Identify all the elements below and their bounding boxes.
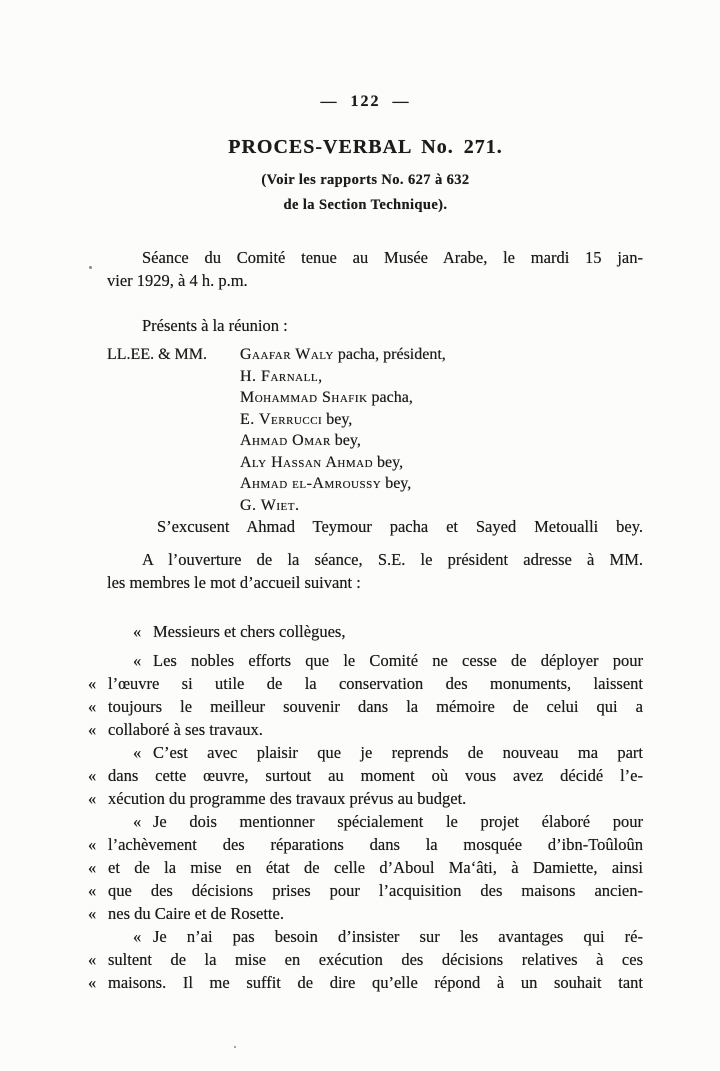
page-number: — 122 — bbox=[320, 93, 411, 110]
attendee-row bbox=[88, 495, 643, 517]
document-subtitle-line2: de la Section Technique). bbox=[283, 197, 448, 213]
speech-line bbox=[88, 879, 643, 902]
speech-line bbox=[88, 925, 643, 948]
attendee-title: bey, bbox=[330, 432, 361, 449]
speech-line bbox=[88, 620, 643, 643]
attendee-name: G. Wiet bbox=[240, 496, 295, 514]
quote-mark: « bbox=[88, 720, 97, 739]
speech-line-text: dans cette œuvre, surtout au moment où vous avez décidé l’e- bbox=[108, 766, 643, 785]
attendee-name: Ahmad Omar bbox=[240, 432, 331, 449]
opening-line2: les membres le mot d’accueil suivant : bbox=[107, 573, 361, 592]
speech-line-text: Je dois mentionner spécialement le projet élaboré pour bbox=[153, 812, 643, 831]
quote-mark: « bbox=[88, 835, 97, 854]
speech-line bbox=[88, 833, 643, 856]
presents-label: Présents à la réunion : bbox=[142, 316, 288, 335]
speech-line-text: Je n’ai pas besoin d’insister sur les avantages qui ré- bbox=[153, 927, 643, 946]
speech-line-text: Messieurs et chers collègues, bbox=[153, 622, 346, 641]
speech-line bbox=[88, 787, 643, 810]
speech-line-text: sultent de la mise en exécution des décisions relatives à ces bbox=[108, 950, 643, 969]
quote-mark: « bbox=[88, 904, 97, 923]
speech-line bbox=[88, 856, 643, 879]
speech-line bbox=[88, 764, 643, 787]
quote-mark: « bbox=[88, 881, 97, 900]
attendee-row bbox=[88, 430, 643, 452]
scan-artifact-dot bbox=[234, 1046, 236, 1048]
speech-line-text: xécution du programme des travaux prévus au budget. bbox=[108, 789, 467, 808]
speech-line-text: C’est avec plaisir que je reprends de nouveau ma part bbox=[153, 743, 643, 762]
attendee-row bbox=[88, 473, 643, 495]
page-content bbox=[88, 0, 643, 994]
speech-line-text: que des décisions prises pour l’acquisition des maisons ancien- bbox=[108, 881, 643, 900]
speech-line-text: Les nobles efforts que le Comité ne cesse de déployer pour bbox=[153, 651, 643, 670]
attendee-list bbox=[88, 344, 643, 516]
speech-line-text: collaboré à ses travaux. bbox=[108, 720, 263, 739]
opening-line1: A l’ouverture de la séance, S.E. le président adresse à MM. bbox=[142, 550, 643, 569]
quote-mark: « bbox=[88, 973, 97, 992]
attendee-prefix: LL.EE. & MM. bbox=[107, 346, 207, 363]
scan-artifact-dot bbox=[89, 266, 92, 269]
speech-line bbox=[88, 948, 643, 971]
quote-mark: « bbox=[133, 622, 142, 641]
attendee-row bbox=[88, 409, 643, 431]
quote-mark: « bbox=[133, 812, 142, 831]
attendee-name: Aly Hassan Ahmad bbox=[240, 453, 374, 471]
attendee-row bbox=[88, 366, 643, 388]
attendee-row bbox=[88, 344, 643, 366]
speech-line bbox=[88, 718, 643, 741]
speech-line bbox=[88, 971, 643, 994]
attendee-row bbox=[88, 387, 643, 409]
attendee-name: Ahmad el-Amroussy bbox=[240, 475, 382, 492]
speech-line bbox=[88, 902, 643, 925]
attendee-title: bey, bbox=[322, 410, 353, 428]
quote-mark: « bbox=[133, 651, 142, 670]
speech-line-text: nes du Caire et de Rosette. bbox=[108, 904, 284, 923]
attendee-title: , bbox=[318, 367, 323, 385]
speech-line-text: l’achèvement des réparations dans la mosquée d’ibn-Toûloûn bbox=[108, 835, 643, 854]
speech-line bbox=[88, 649, 643, 672]
quote-mark: « bbox=[88, 697, 97, 716]
attendee-title: pacha, bbox=[367, 389, 413, 406]
attendee-name: Gaafar Waly bbox=[240, 346, 334, 363]
speech-line-text: l’œuvre si utile de la conservation des monuments, laissent bbox=[108, 674, 643, 693]
attendee-title: . bbox=[294, 496, 299, 514]
document-subtitle-line1: (Voir les rapports No. 627 à 632 bbox=[261, 172, 470, 188]
speech-line bbox=[88, 810, 643, 833]
session-line1: Séance du Comité tenue au Musée Arabe, le mardi 15 jan- bbox=[142, 248, 643, 267]
attendee-row bbox=[88, 452, 643, 474]
speech-line bbox=[88, 672, 643, 695]
attendee-title: bey, bbox=[373, 453, 404, 471]
quote-mark: « bbox=[88, 766, 97, 785]
quote-mark: « bbox=[88, 789, 97, 808]
speech-line-text: toujours le meilleur souvenir dans la mémoire de celui qui a bbox=[108, 697, 643, 716]
session-line2: vier 1929, à 4 h. p.m. bbox=[107, 271, 248, 290]
attendee-title: bey, bbox=[381, 475, 412, 492]
quote-mark: « bbox=[88, 674, 97, 693]
quote-mark: « bbox=[133, 927, 142, 946]
speech-line-text: et de la mise en état de celle d’Aboul Ma‘âti, à Damiette, ainsi bbox=[108, 858, 643, 877]
quote-mark: « bbox=[133, 743, 142, 762]
excused-line: S’excusent Ahmad Teymour pacha et Sayed Metoualli bey. bbox=[157, 517, 643, 536]
attendee-name: E. Verrucci bbox=[240, 410, 323, 428]
attendee-name: Mohammad Shafik bbox=[240, 389, 368, 406]
speech-line bbox=[88, 695, 643, 718]
attendee-title: pacha, président, bbox=[333, 346, 446, 363]
quote-mark: « bbox=[88, 858, 97, 877]
speech-line-text: maisons. Il me suffit de dire qu’elle répond à un souhait tant bbox=[108, 973, 643, 992]
quote-mark: « bbox=[88, 950, 97, 969]
document-title: PROCES-VERBAL No. 271. bbox=[228, 136, 503, 158]
attendee-name: H. Farnall bbox=[240, 367, 319, 385]
speech-line bbox=[88, 741, 643, 764]
